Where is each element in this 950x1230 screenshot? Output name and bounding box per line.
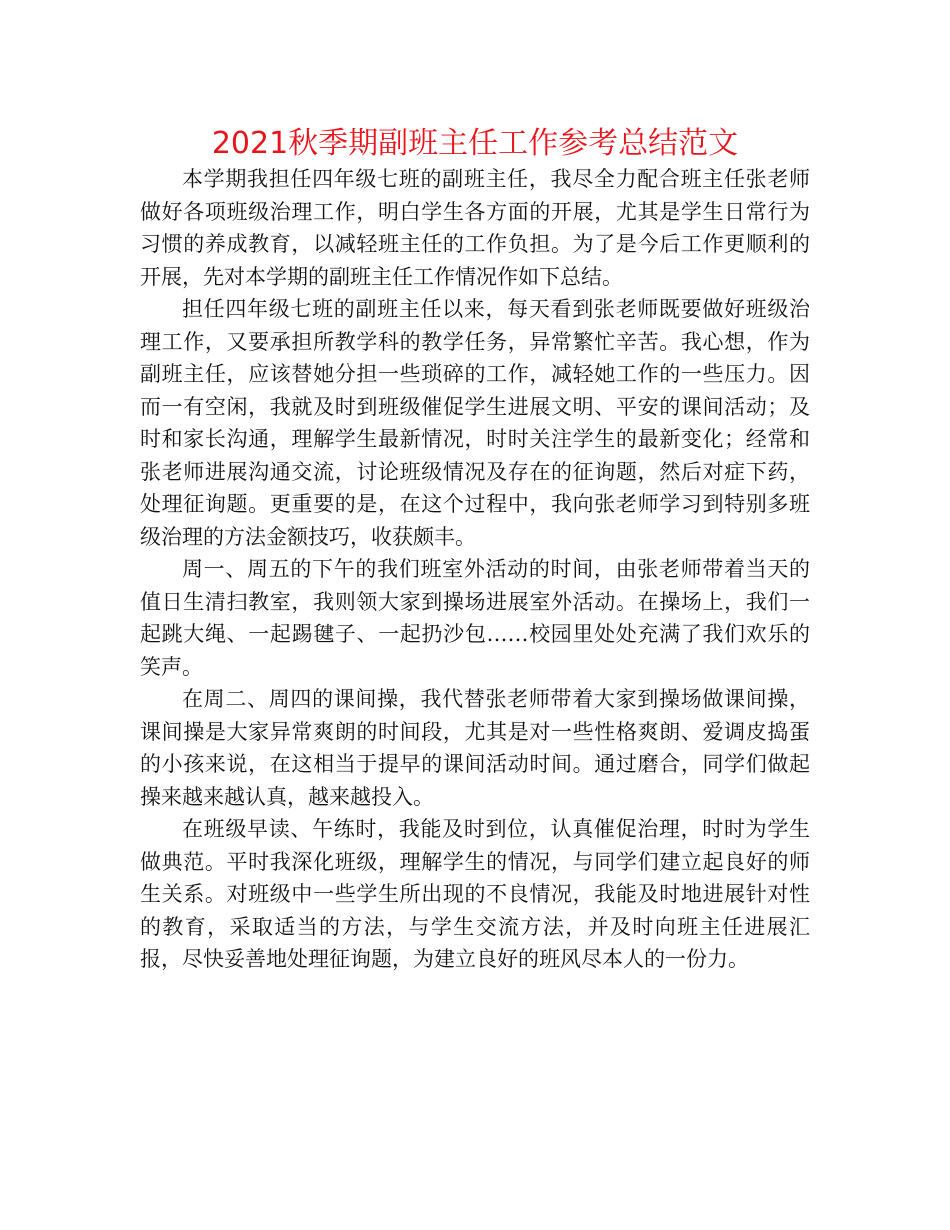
paragraph-3: 周一、周五的下午的我们班室外活动的时间，由张老师带着当天的值日生清扫教室，我则领大家到操场进展室外活动。在操场上，我们一起跳大绳、一起踢毽子、一起扔沙包……校园里处处充满了我们欢乐的笑声。 [140, 557, 810, 679]
document-title: 2021秋季期副班主任工作参考总结范文 [211, 126, 739, 161]
paragraph-4: 在周二、周四的课间操，我代替张老师带着大家到操场做课间操，课间操是大家异常爽朗的时间段，尤其是对一些性格爽朗、爱调皮捣蛋的小孩来说，在这相当于提早的课间活动时间。通过磨合，同学们做起操来越来越认真，越来越投入。 [140, 687, 810, 809]
paragraph-2: 担任四年级七班的副班主任以来，每天看到张老师既要做好班级治理工作，又要承担所教学科的教学任务，异常繁忙辛苦。我心想，作为副班主任，应该替她分担一些琐碎的工作，减轻她工作的一些压力。因而一有空闲，我就及时到班级催促学生进展文明、平安的课间活动；及时和家长沟通，理解学生最新情况，时时关注学生的最新变化；经常和张老师进展沟通交流，讨论班级情况及存在的征询题，然后对症下药，处理征询题。更重要的是，在这个过程中，我向张老师学习到特别多班级治理的方法金额技巧，收获颇丰。 [140, 297, 810, 549]
document-body [140, 163, 810, 976]
paragraph-5: 在班级早读、午练时，我能及时到位，认真催促治理，时时为学生做典范。平时我深化班级，理解学生的情况，与同学们建立起良好的师生关系。对班级中一些学生所出现的不良情况，我能及时地进展针对性的教育，采取适当的方法，与学生交流方法，并及时向班主任进展汇报，尽快妥善地处理征询题，为建立良好的班风尽本人的一份力。 [140, 817, 810, 971]
paragraph-1: 本学期我担任四年级七班的副班主任，我尽全力配合班主任张老师做好各项班级治理工作，明白学生各方面的开展，尤其是学生日常行为习惯的养成教育，以减轻班主任的工作负担。为了是今后工作更顺利的开展，先对本学期的副班主任工作情况作如下总结。 [140, 167, 810, 289]
